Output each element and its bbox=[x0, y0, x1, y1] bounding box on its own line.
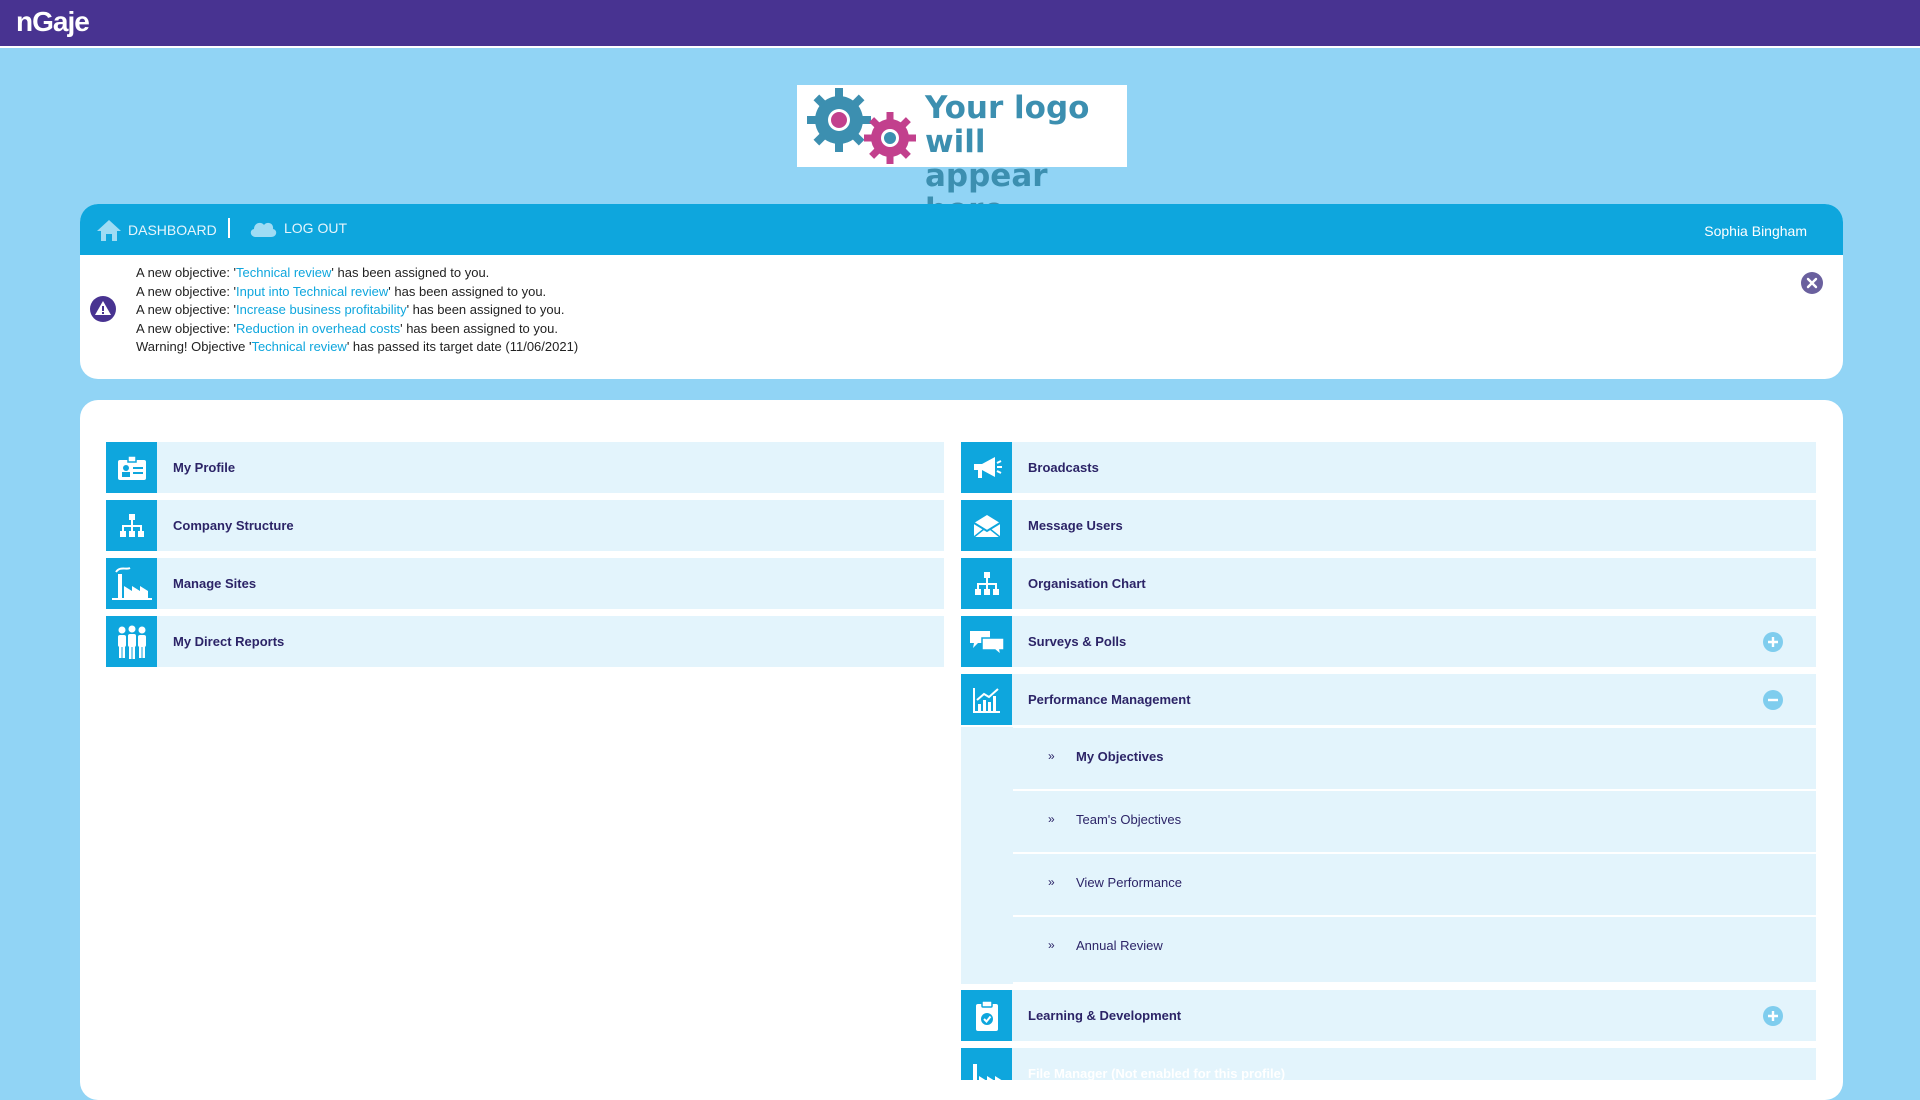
notice-text: ' has been assigned to you. bbox=[400, 320, 558, 336]
notification-item bbox=[136, 338, 578, 357]
factory-icon bbox=[961, 1048, 1012, 1080]
notice-text: A new objective: ' bbox=[136, 283, 237, 299]
notice-text: A new objective: ' bbox=[136, 320, 237, 336]
expand-icon[interactable] bbox=[1762, 1005, 1784, 1027]
tile-manage-sites[interactable] bbox=[106, 558, 944, 609]
submenu-annual-review[interactable] bbox=[1013, 917, 1816, 982]
notice-text: ' has been assigned to you. bbox=[388, 283, 547, 299]
notice-text: A new objective: ' bbox=[136, 302, 237, 317]
tile-my-profile[interactable] bbox=[106, 442, 944, 493]
brand-name: nGaje bbox=[16, 6, 89, 37]
expand-icon[interactable] bbox=[1762, 631, 1784, 653]
tile-label: Manage Sites bbox=[173, 576, 257, 591]
tile-label: Surveys & Polls bbox=[1028, 634, 1127, 649]
factory-icon bbox=[106, 558, 157, 609]
tile-label: File Manager (Not enabled for this profile) bbox=[1028, 1066, 1286, 1080]
company-logo-placeholder bbox=[797, 85, 1127, 194]
notification-item bbox=[136, 301, 578, 320]
hierarchy-icon bbox=[106, 500, 157, 551]
gears-icon bbox=[801, 85, 921, 167]
submenu-teams-objectives[interactable] bbox=[1013, 791, 1816, 852]
notification-item bbox=[136, 283, 578, 302]
logo-line-1: Your logo will bbox=[925, 90, 1090, 160]
submenu-label: Team's Objectives bbox=[1076, 812, 1182, 827]
home-icon bbox=[96, 218, 122, 242]
warning-icon bbox=[89, 295, 117, 323]
logout-label: LOG OUT bbox=[284, 220, 348, 236]
close-icon[interactable] bbox=[1800, 271, 1824, 295]
objective-link[interactable]: Input into Technical review bbox=[236, 283, 389, 299]
objective-link[interactable]: Technical review bbox=[236, 265, 332, 280]
tile-label: Message Users bbox=[1028, 518, 1123, 533]
tile-label: Broadcasts bbox=[1028, 460, 1099, 475]
envelope-icon bbox=[961, 500, 1012, 551]
org-chart-icon bbox=[961, 558, 1012, 609]
tile-broadcasts[interactable] bbox=[961, 442, 1816, 493]
chevron-icon: » bbox=[1048, 812, 1055, 826]
dashboard-link[interactable] bbox=[96, 218, 217, 242]
submenu-label: My Objectives bbox=[1076, 749, 1164, 764]
submenu-my-objectives[interactable] bbox=[1013, 728, 1816, 789]
logout-link[interactable] bbox=[248, 218, 347, 238]
clipboard-check-icon bbox=[961, 990, 1012, 1041]
tile-label: My Direct Reports bbox=[173, 634, 285, 649]
chevron-icon: » bbox=[1048, 875, 1055, 889]
tile-label: Learning & Development bbox=[1028, 1008, 1182, 1023]
navigation-bar bbox=[80, 204, 1843, 255]
notice-text: Warning! Objective ' bbox=[136, 339, 252, 354]
submenu-gutter bbox=[961, 727, 1013, 984]
notice-text: ' has been assigned to you. bbox=[331, 265, 490, 280]
tile-performance-management[interactable] bbox=[961, 674, 1816, 725]
tile-message-users[interactable] bbox=[961, 500, 1816, 551]
logo-line-2: appear bbox=[925, 158, 1048, 194]
tile-company-structure[interactable] bbox=[106, 500, 944, 551]
megaphone-icon bbox=[961, 442, 1012, 493]
tile-label: Performance Management bbox=[1028, 692, 1191, 707]
objective-link[interactable]: Technical review bbox=[251, 339, 347, 354]
nav-divider bbox=[228, 218, 230, 238]
collapse-icon[interactable] bbox=[1762, 689, 1784, 711]
tile-surveys-polls[interactable] bbox=[961, 616, 1816, 667]
notice-text: ' has been assigned to you. bbox=[406, 302, 565, 317]
tile-label: Organisation Chart bbox=[1028, 576, 1146, 591]
objective-link[interactable]: Reduction in overhead costs bbox=[236, 320, 401, 336]
user-name: Sophia Bingham bbox=[1704, 223, 1807, 239]
tile-my-direct-reports[interactable] bbox=[106, 616, 944, 667]
notification-list bbox=[136, 264, 578, 357]
tile-label: Company Structure bbox=[173, 518, 294, 533]
top-bar bbox=[0, 0, 1920, 48]
objective-link[interactable]: Increase business profitability bbox=[236, 302, 407, 317]
dashboard-panel bbox=[80, 400, 1843, 1100]
tile-learning-development[interactable] bbox=[961, 990, 1816, 1041]
cloud-icon bbox=[248, 218, 278, 238]
notification-item bbox=[136, 264, 578, 283]
tile-file-manager bbox=[961, 1048, 1816, 1080]
chart-icon bbox=[961, 674, 1012, 725]
id-card-icon bbox=[106, 442, 157, 493]
people-icon bbox=[106, 616, 157, 667]
speech-bubbles-icon bbox=[961, 616, 1012, 667]
brand-logo[interactable] bbox=[16, 6, 89, 38]
tile-organisation-chart[interactable] bbox=[961, 558, 1816, 609]
notice-text: A new objective: ' bbox=[136, 265, 237, 280]
dashboard-label: DASHBOARD bbox=[128, 222, 217, 238]
notice-text: ' has passed its target date (11/06/2021) bbox=[346, 339, 579, 354]
submenu-label: Annual Review bbox=[1076, 938, 1163, 953]
submenu-label: View Performance bbox=[1076, 875, 1182, 890]
chevron-icon: » bbox=[1048, 749, 1055, 763]
notification-panel bbox=[80, 204, 1843, 379]
tile-label: My Profile bbox=[173, 460, 236, 475]
submenu-view-performance[interactable] bbox=[1013, 854, 1816, 915]
notification-item bbox=[136, 320, 578, 339]
chevron-icon: » bbox=[1048, 938, 1055, 952]
